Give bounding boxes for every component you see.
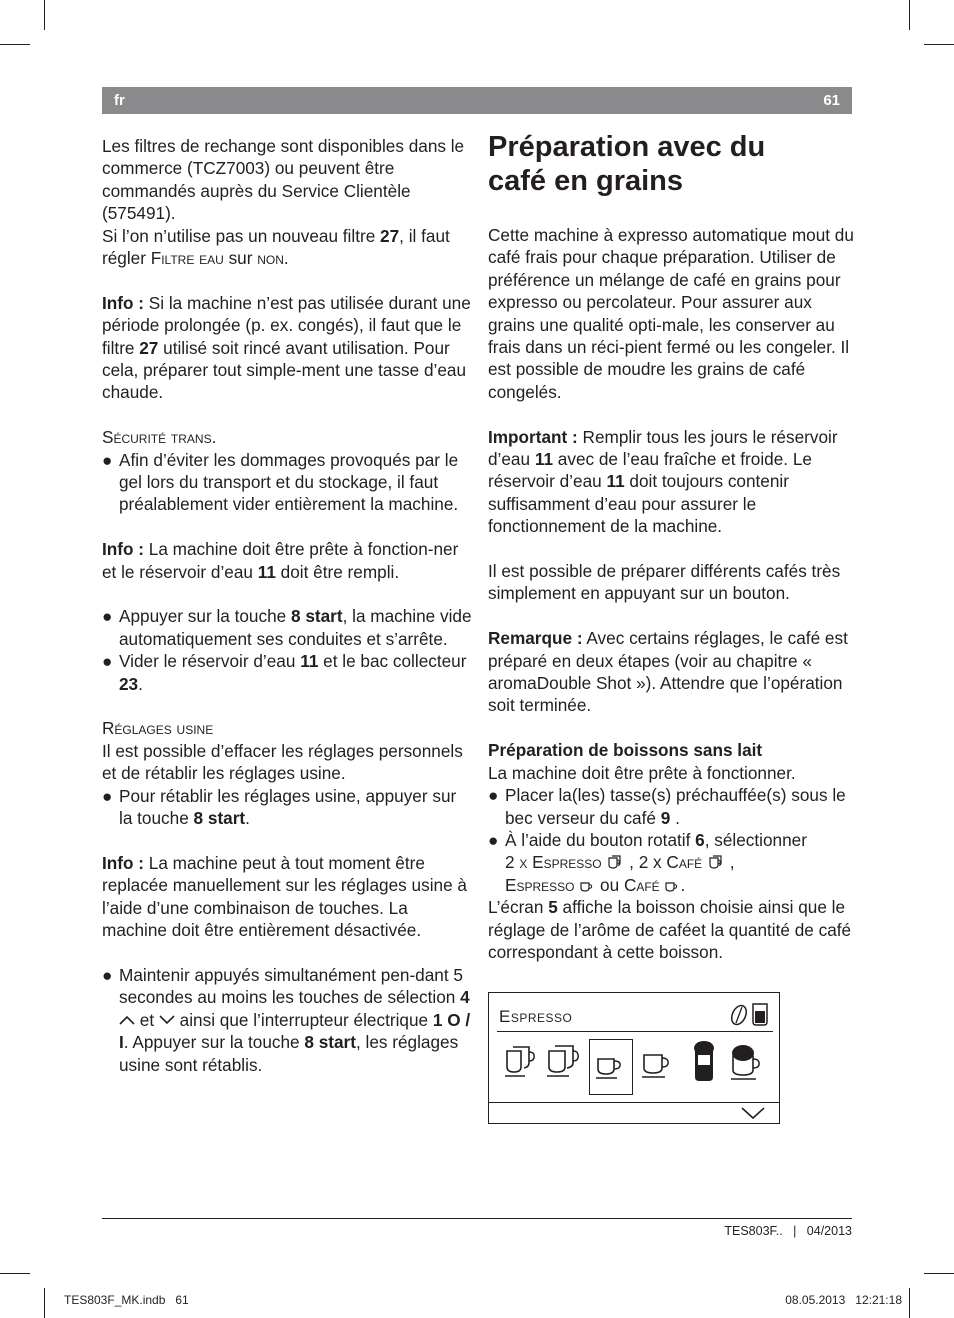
list-item: ● Afin d’éviter les dommages provoqués par le gel lors du transport et du stockage, il faut préalablement vider entièrement la machine. [102,449,459,515]
section-heading: Réglages usine [102,718,214,739]
footer-rule [102,1218,852,1219]
list-item: ● Vider le réservoir d’eau 11 et le bac collecteur 23. [102,651,467,694]
chevron-up-icon [119,1015,135,1025]
info-note: Info : La machine peut à tout moment être replacée manuellement sur les réglages usine à l’aide d’une combinaison de touches. La machine doit être entièrement désactivée. [102,852,467,941]
page-header [102,87,852,114]
list-item: ● Maintenir appuyés simultanément pen-dant 5 secondes au moins les touches de sélection 4 et ainsi que l’interrupteur électrique 1 O / I. Appuyer sur la touche 8 start, les réglages usine sont rétablis. [102,964,471,1075]
crop-mark [0,44,30,45]
section-heading: Sécurité trans. [102,427,217,448]
print-slug-file: TES803F_MK.indb 61 [64,1293,189,1307]
right-column [488,224,860,963]
list-item: ● Placer la(les) tasse(s) préchauffée(s) sous le bec verseur du café 9 . [488,785,846,828]
paragraph: La machine doit être prête à fonctionner. [488,762,796,783]
crop-mark [44,0,45,30]
footer-model-date: TES803F.. | 04/2013 [724,1224,852,1238]
crop-mark [924,1273,954,1274]
cappuccino-cup-icon [729,1043,769,1085]
paragraph: Cette machine à expresso automatique mout du café frais pour chaque préparation. Utiliser de préférence un mélange de café en grains pour expresso ou percolateur. Pour assurer aux grains une qualité opti-male, les conserver au frais dans un réci-pient fermé ou les congeler. Il est possible de moudre les grains de café congelés. [488,225,854,402]
cup-icon [664,878,680,894]
display-beverage-name: Espresso [499,1007,573,1026]
divider [489,1102,779,1103]
divider [497,1031,773,1032]
paragraph: Les filtres de rechange sont disponibles dans le commerce (TCZ7003) ou peuvent être commandés auprès du Service Clientèle (575491). [102,136,465,224]
double-cup-icon [545,1041,585,1081]
cup-icon [595,1053,629,1083]
sub-heading: Préparation de boissons sans lait [488,740,763,761]
paragraph: L’écran 5 affiche la boisson choisie ainsi que le réglage de l’arôme de caféet la quantité de café correspondant à cette boisson. [488,897,852,962]
cup-icon [641,1049,679,1083]
milk-glass-icon [689,1039,721,1085]
list-item: ● À l’aide du bouton rotatif 6, sélectionner 2 x Espresso , 2 x Café , Espresso ou Café . [488,829,807,895]
double-cup-icon [707,853,725,871]
crop-mark [0,1273,30,1274]
double-cup-icon [503,1041,541,1081]
remark-note: Remarque : Avec certains réglages, le café est préparé en deux étapes (voir au chapitre « aromaDouble Shot »). Attendre que l’opération soit terminée. [488,628,848,716]
cup-icon [579,878,595,894]
page-number: 61 [823,92,840,109]
left-column [102,135,474,1076]
paragraph: Si l’on n’utilise pas un nouveau filtre 27, il faut régler Filtre eau sur non. [102,225,450,269]
crop-mark [44,1288,45,1318]
aroma-bean-icon [729,999,771,1029]
paragraph: Il est possible de préparer différents cafés très simplement en appuyant sur un bouton. [488,561,841,604]
crop-mark [909,1288,910,1318]
list-item: ● Pour rétablir les réglages usine, appuyer sur la touche 8 start. [102,785,457,829]
language-code: fr [114,92,125,109]
info-note: Info : Si la machine n’est pas utilisée durant une période prolongée (p. ex. congés), il faut que le filtre 27 utilisé soit rincé avant utilisation. Pour cela, préparer tout simple-ment une tasse d’eau chaude. [102,292,471,403]
print-slug-timestamp: 08.05.2013 12:21:18 [785,1293,902,1307]
crop-mark [909,0,910,30]
page-title: Préparation avec du café en grains [488,131,766,197]
crop-mark [924,44,954,45]
info-note: Info : La machine doit être prête à fonction-ner et le réservoir d’eau 11 doit être rempli. [102,539,459,582]
machine-display [488,992,780,1124]
chevron-down-icon [159,1015,175,1025]
paragraph: Il est possible d’effacer les réglages personnels et de rétablir les réglages usine. [102,740,463,784]
double-cup-icon [606,853,624,871]
important-note: Important : Remplir tous les jours le réservoir d’eau 11 avec de l’eau fraîche et froide. Le réservoir d’eau 11 doit toujours contenir suffisamment d’eau pour assurer le fonctionnement de la machine. [488,426,838,537]
list-item: ● Appuyer sur la touche 8 start, la machine vide automatiquement ses conduites et s’arrête. [102,606,472,649]
chevron-down-icon [741,1107,765,1120]
